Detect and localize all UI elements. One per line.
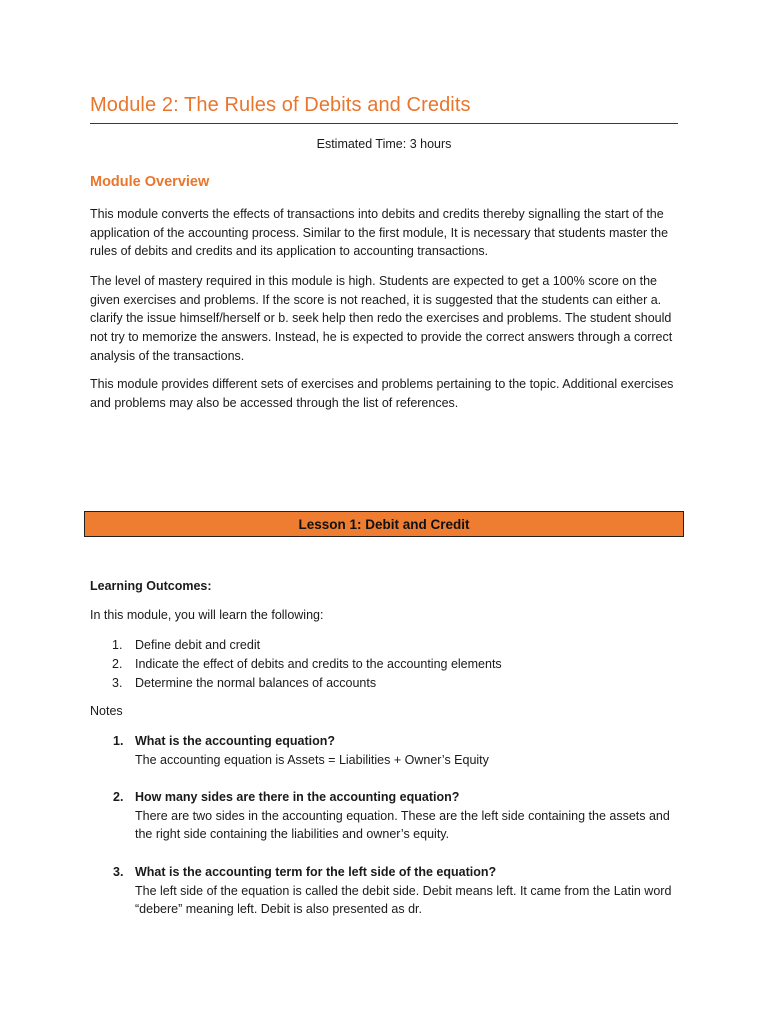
note-answer: The accounting equation is Assets = Liabilities + Owner’s Equity <box>135 752 489 767</box>
learning-outcomes-list <box>90 636 502 693</box>
module-overview-heading: Module Overview <box>90 174 210 190</box>
overview-paragraph-2: The level of mastery required in this module is high. Students are expected to get a 100% score on the given exercises and problems. If the score is not reached, it is suggested that the students can either a. clarify the issue himself/herself or b. seek help then redo the exercises and problems. The student should not try to memorize the answers. Instead, he is expected to provide the correct answers through a correct analysis of the transactions. <box>90 274 673 363</box>
list-item-number: 1. <box>112 638 123 652</box>
note-number: 3. <box>113 865 124 879</box>
note-question: What is the accounting term for the left side of the equation? <box>135 865 497 879</box>
note-item <box>113 863 688 919</box>
note-item <box>113 788 688 844</box>
note-question: What is the accounting equation? <box>135 734 335 748</box>
module-title: Module 2: The Rules of Debits and Credits <box>90 94 471 116</box>
lesson-title-banner <box>84 511 684 537</box>
learning-outcomes-intro: In this module, you will learn the following: <box>90 608 324 622</box>
note-answer: There are two sides in the accounting equation. These are the left side containing the assets and the right side containing the liabilities and owner’s equity. <box>135 808 670 842</box>
note-number: 2. <box>113 790 124 804</box>
list-item <box>90 655 502 674</box>
note-question: How many sides are there in the accounting equation? <box>135 790 460 804</box>
list-item-text: Determine the normal balances of accounts <box>135 676 377 690</box>
list-item-number: 2. <box>112 657 123 671</box>
list-item-number: 3. <box>112 676 123 690</box>
list-item-text: Define debit and credit <box>135 638 261 652</box>
overview-paragraph-3: This module provides different sets of exercises and problems pertaining to the topic. Additional exercises and problems may also be accessed through the list of references. <box>90 377 674 410</box>
notes-label: Notes <box>90 704 123 718</box>
note-answer: The left side of the equation is called the debit side. Debit means left. It came from the Latin word “debere” meaning left. Debit is also presented as dr. <box>135 883 672 917</box>
learning-outcomes-heading: Learning Outcomes: <box>90 579 212 593</box>
note-item <box>113 732 688 769</box>
list-item <box>90 674 502 693</box>
lesson-title: Lesson 1: Debit and Credit <box>298 516 470 532</box>
title-divider <box>90 123 678 124</box>
list-item <box>90 636 502 655</box>
overview-paragraph-1: This module converts the effects of transactions into debits and credits thereby signalling the start of the application of the accounting process. Similar to the first module, It is necessary that students master the rules of debits and credits and its application to accounting transactions. <box>90 207 669 259</box>
list-item-text: Indicate the effect of debits and credits to the accounting elements <box>135 657 502 671</box>
estimated-time: Estimated Time: 3 hours <box>316 137 452 151</box>
note-number: 1. <box>113 734 124 748</box>
